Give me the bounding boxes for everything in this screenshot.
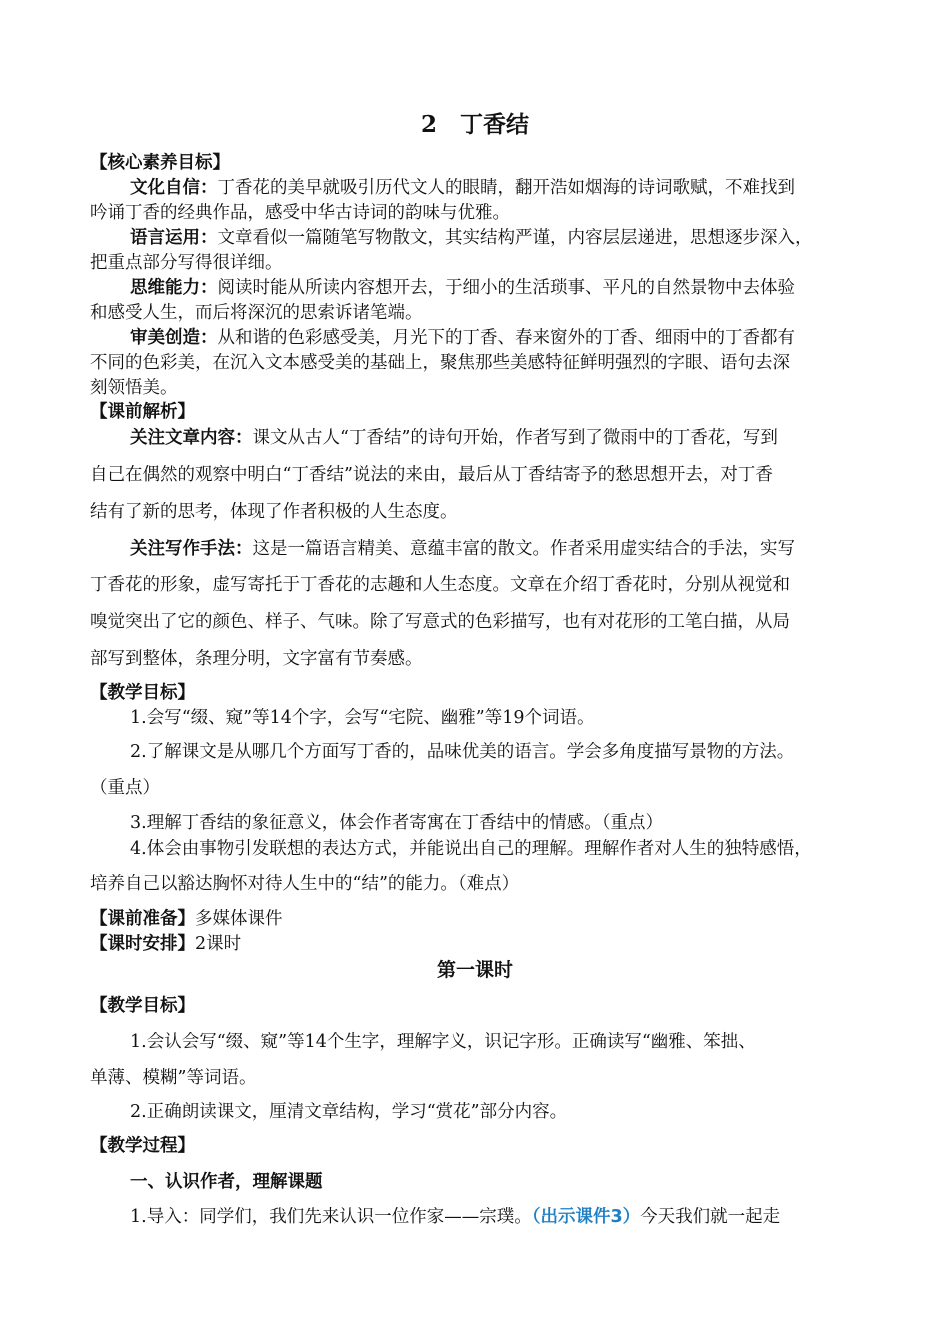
section-header-process: 【教学过程】 — [90, 1136, 195, 1156]
prep-value: 多媒体课件 — [195, 909, 283, 929]
writing-text-4: 部写到整体，条理分明，文字富有节奏感。 — [90, 649, 423, 669]
paragraph-language — [130, 226, 864, 250]
teaching-goal-4-cont: 培养自己以豁达胸怀对待人生中的“结”的能力。（难点） — [90, 874, 520, 894]
page-title: 2 丁香结 — [420, 111, 529, 138]
paragraph-thinking — [130, 276, 864, 300]
aesthetic-text-3: 刻领悟美。 — [90, 378, 178, 398]
thinking-text: 阅读时能从所读内容想开去，于细小的生活琐事、平凡的自然景物中去体验 — [217, 278, 795, 298]
section-header-analysis: 【课前解析】 — [90, 402, 195, 422]
process-step-1-heading: 一、认识作者，理解课题 — [130, 1172, 323, 1192]
teaching-goal-4: 4.体会由事物引发联想的表达方式，并能说出自己的理解。理解作者对人生的独特感悟， — [130, 839, 812, 859]
writing-label: 关注写作手法： — [130, 539, 253, 559]
content-text-3: 结有了新的思考，体现了作者积极的人生态度。 — [90, 502, 458, 522]
language-label: 语言运用： — [130, 228, 218, 248]
culture-label: 文化自信： — [130, 178, 218, 198]
writing-text: 这是一篇语言精美、意蕴丰富的散文。作者采用虚实结合的手法，实写 — [252, 539, 795, 559]
paragraph-culture — [130, 176, 864, 200]
aesthetic-text-2: 不同的色彩美，在沉入文本感受美的基础上，聚焦那些美感特征鲜明强烈的字眼、语句去深 — [90, 353, 790, 373]
schedule-value: 2课时 — [195, 934, 242, 954]
paragraph-writing — [130, 537, 864, 561]
content-text-2: 自己在偶然的观察中明白“丁香结”说法的来由，最后从丁香结寄予的愁思想开去，对丁香 — [90, 465, 773, 485]
aesthetic-label: 审美创造： — [130, 328, 218, 348]
thinking-label: 思维能力： — [130, 278, 218, 298]
lesson-goal-2: 2.正确朗读课文，厘清文章结构，学习“赏花”部分内容。 — [130, 1102, 568, 1122]
content-text: 课文从古人“丁香结”的诗句开始，作者写到了微雨中的丁香花，写到 — [252, 428, 778, 448]
culture-text-2: 吟诵丁香的经典作品，感受中华古诗词的韵味与优雅。 — [90, 203, 510, 223]
teaching-goal-2-cont: （重点） — [90, 778, 160, 798]
intro-text: 1.导入：同学们，我们先来认识一位作家——宗璞。 — [130, 1207, 532, 1227]
intro-text-end: 今天我们就一起走 — [640, 1207, 781, 1227]
prep-label: 【课前准备】 — [90, 909, 195, 929]
section-header-teaching-goals: 【教学目标】 — [90, 683, 195, 703]
writing-text-3: 嗅觉突出了它的颜色、样子、气味。除了写意式的色彩描写，也有对花形的工笔白描，从局 — [90, 612, 790, 632]
aesthetic-text: 从和谐的色彩感受美，月光下的丁香、春来窗外的丁香、细雨中的丁香都有 — [217, 328, 795, 348]
process-intro-line — [130, 1205, 864, 1229]
teaching-goal-2: 2.了解课文是从哪几个方面写丁香的，品味优美的语言。学会多角度描写景物的方法。 — [130, 742, 795, 762]
lesson-title: 第一课时 — [436, 959, 513, 981]
language-text-2: 把重点部分写得很详细。 — [90, 253, 283, 273]
content-label: 关注文章内容： — [130, 428, 253, 448]
prep-line — [90, 907, 864, 931]
writing-text-2: 丁香花的形象，虚写寄托于丁香花的志趣和人生态度。文章在介绍丁香花时，分别从视觉和 — [90, 575, 790, 595]
section-header-lesson-goals: 【教学目标】 — [90, 996, 195, 1016]
paragraph-aesthetic — [130, 326, 864, 350]
teaching-goal-1: 1.会写“缀、窥”等14个字，会写“宅院、幽雅”等19个词语。 — [130, 708, 595, 728]
thinking-text-2: 和感受人生，而后将深沉的思索诉诸笔端。 — [90, 303, 423, 323]
paragraph-content — [130, 426, 864, 450]
culture-text: 丁香花的美早就吸引历代文人的眼睛，翻开浩如烟海的诗词歌赋，不难找到 — [217, 178, 795, 198]
section-header-core-goals: 【核心素养目标】 — [90, 153, 230, 173]
schedule-label: 【课时安排】 — [90, 934, 195, 954]
language-text: 文章看似一篇随笔写物散文，其实结构严谨，内容层层递进，思想逐步深入， — [217, 228, 813, 248]
lesson-goal-1: 1.会认会写“缀、窥”等14个生字，理解字义，识记字形。正确读写“幽雅、笨拙、 — [130, 1032, 756, 1052]
schedule-line — [90, 932, 864, 956]
courseware-ref: （出示课件3） — [531, 1207, 641, 1227]
teaching-goal-3: 3.理解丁香结的象征意义，体会作者寄寓在丁香结中的情感。（重点） — [130, 813, 663, 833]
lesson-goal-1-cont: 单薄、模糊”等词语。 — [90, 1068, 257, 1088]
